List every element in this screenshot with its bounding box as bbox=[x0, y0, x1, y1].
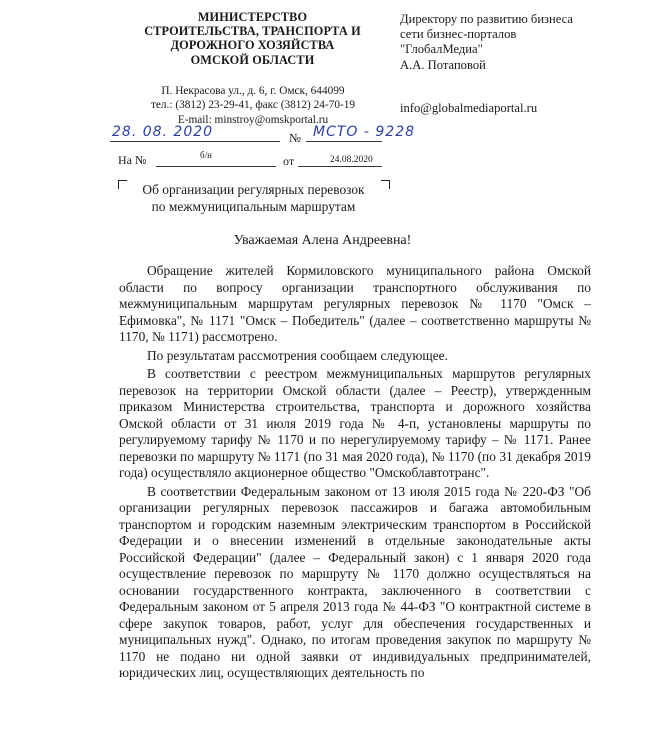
date-underline bbox=[110, 141, 280, 142]
reference-label: На № bbox=[118, 153, 147, 167]
recipient-block bbox=[400, 12, 640, 73]
recipient-line: "ГлобалМедиа" bbox=[400, 42, 483, 57]
recipient-line: сети бизнес-порталов bbox=[400, 27, 517, 42]
reference-from-label: от bbox=[283, 154, 295, 168]
sender-phone: тел.: (3812) 23-29-41, факс (3812) 24-70-19 bbox=[150, 99, 356, 112]
ministry-line: ДОРОЖНОГО ХОЗЯЙСТВА bbox=[170, 38, 335, 53]
recipient-email: info@globalmediaportal.ru bbox=[400, 101, 538, 115]
ministry-line: СТРОИТЕЛЬСТВА, ТРАНСПОРТА И bbox=[144, 24, 361, 39]
reference-underline bbox=[156, 166, 276, 167]
subject-corner-right bbox=[381, 180, 390, 189]
sender-address: П. Некрасова ул., д. 6, г. Омск, 644099 bbox=[161, 85, 345, 97]
subject-line: Об организации регулярных перевозок bbox=[142, 182, 365, 197]
greeting: Уважаемая Алена Андреевна! bbox=[233, 233, 412, 248]
number-underline bbox=[306, 141, 382, 142]
body-paragraph: По результатам рассмотрения сообщаем следующее. bbox=[147, 347, 448, 363]
reference-date: 24.08.2020 bbox=[330, 155, 373, 165]
subject-line: по межмуниципальным маршрутам bbox=[151, 198, 356, 214]
ministry-line: МИНИСТЕРСТВО bbox=[197, 10, 308, 24]
recipient-line: А.А. Потаповой bbox=[400, 57, 486, 72]
body-paragraph: Обращение жителей Кормиловского муниципального района Омской области по вопросу организации транспортного обслуживания по межмуниципальным маршрутам регулярных перевозок № 1170 "Омск – Ефимовка", № 1171 "Омск – Победитель" (далее – соответственно маршруты № 1170, № 1171) рассмотрено. bbox=[119, 263, 591, 344]
subject bbox=[131, 182, 376, 215]
body-paragraph: В соответствии с реестром межмуниципальных маршрутов регулярных перевозок на территории Омской области (далее – Реестр), утвержденным приказом Министерства строительства, транспорта и дорожного хозяйства Омской области от 31 июля 2019 года № 4-п, установлены маршруты по регулируемому тарифу № 1170 и по нерегулируемому тарифу – № 1171. Ранее перевозки по маршруту № 1171 (по 31 мая 2020 года), № 1170 (по 31 декабря 2019 года) осуществляло акционерное общество "Омскоблавтотранс". bbox=[119, 366, 591, 480]
body-paragraph: В соответствии Федеральным законом от 13 июля 2015 года № 220-ФЗ "Об организации регулярных перевозок пассажиров и багажа автомобильным транспортом и городским наземным электрическим транспортом в Российской Федерации и о внесении изменений в отдельные законодательные акты Российской Федерации" (далее – Федеральный закон) с 1 января 2020 года осуществление перевозок по маршруту № 1170 должно осуществляться на основании государственного контракта, заключенного в соответствии с Федеральным законом от 5 апреля 2013 года № 44-ФЗ "О контрактной системе в сфере закупок товаров, работ, услуг для обеспечения государственных и муниципальных нужд". Однако, по итогам проведения закупок по маршруту № 1170 не подано ни одной заявки от индивидуальных предпринимателей, юридических лиц, осуществляющих деятельность по bbox=[119, 483, 591, 680]
recipient-line: Директору по развитию бизнеса bbox=[400, 12, 574, 26]
reference-date-underline bbox=[298, 166, 382, 167]
sender-ministry-name bbox=[140, 10, 365, 67]
letter-body bbox=[119, 263, 591, 682]
handwritten-date: 28. 08. 2020 bbox=[112, 124, 214, 140]
reference-number: б/н bbox=[200, 150, 212, 160]
ministry-line: ОМСКОЙ ОБЛАСТИ bbox=[190, 52, 315, 67]
subject-corner-left bbox=[118, 180, 127, 189]
sender-email: E-mail: minstroy@omskportal.ru bbox=[177, 113, 329, 126]
sender-contacts bbox=[138, 84, 368, 127]
number-sign: № bbox=[289, 131, 301, 145]
handwritten-number: МСТО - 9228 bbox=[313, 124, 416, 140]
